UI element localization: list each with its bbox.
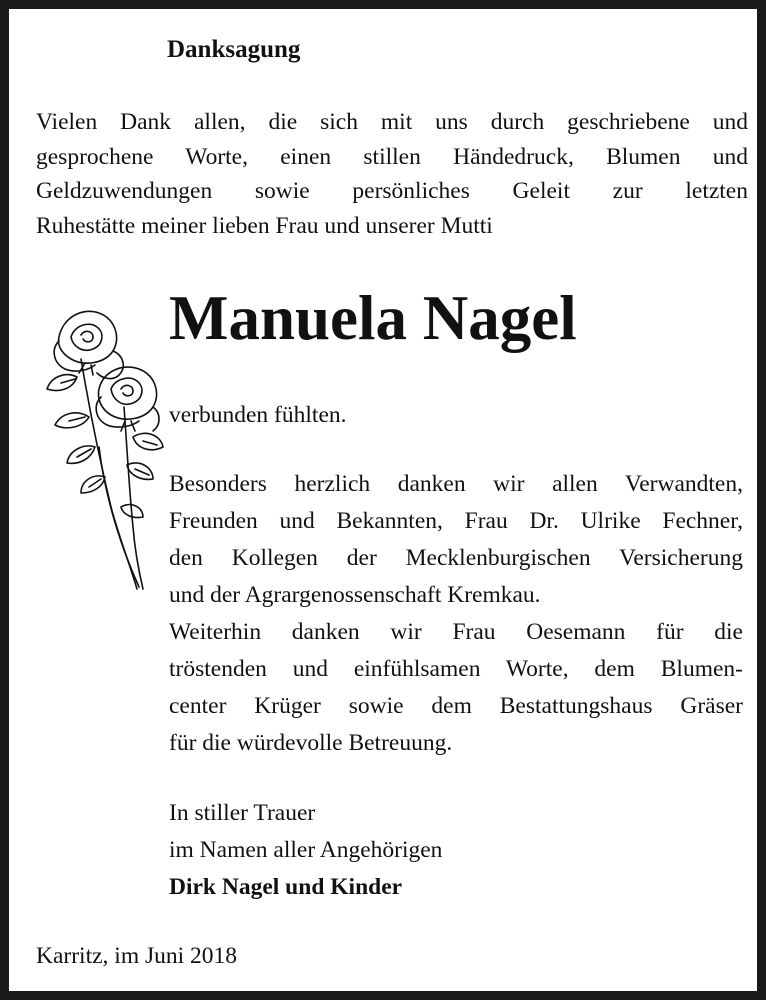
roses-icon bbox=[29, 297, 169, 597]
intro-line: gesprochene Worte, einen stillen Händedruck, Blumen und bbox=[36, 143, 748, 170]
notice-heading: Danksagung bbox=[167, 36, 301, 63]
thanks-paragraph bbox=[169, 466, 743, 762]
thanks-line: center Krüger sowie dem Bestattungshaus Gräser bbox=[169, 693, 743, 719]
thanks-line: für die würdevolle Betreuung. bbox=[169, 730, 453, 756]
connected-line: verbunden fühlten. bbox=[169, 402, 347, 428]
closing-line: im Namen aller Angehörigen bbox=[169, 837, 443, 863]
thanks-line: Besonders herzlich danken wir allen Verwandten, bbox=[169, 471, 743, 497]
place-date: Karritz, im Juni 2018 bbox=[36, 943, 238, 969]
connected-paragraph bbox=[169, 397, 743, 434]
closing-line: In stiller Trauer bbox=[169, 800, 316, 826]
thanks-line: Weiterhin danken wir Frau Oesemann für die bbox=[169, 619, 743, 645]
closing-block bbox=[169, 795, 743, 906]
thanks-line: tröstenden und einfühlsamen Worte, dem Blumen- bbox=[169, 656, 743, 682]
deceased-name: Manuela Nagel bbox=[169, 283, 577, 353]
signer-name: Dirk Nagel und Kinder bbox=[169, 874, 403, 900]
intro-line: Vielen Dank allen, die sich mit uns durch geschriebene und bbox=[36, 109, 748, 135]
thanks-line: Freunden und Bekannten, Frau Dr. Ulrike Fechner, bbox=[169, 508, 743, 534]
intro-paragraph bbox=[36, 105, 748, 243]
thanks-line: den Kollegen der Mecklenburgischen Versicherung bbox=[169, 545, 743, 571]
intro-line: Ruhestätte meiner lieben Frau und unserer Mutti bbox=[36, 212, 493, 239]
thanks-line: und der Agrargenossenschaft Kremkau. bbox=[169, 582, 541, 608]
intro-line: Geldzuwendungen sowie persönliches Geleit zur letzten bbox=[36, 178, 748, 204]
